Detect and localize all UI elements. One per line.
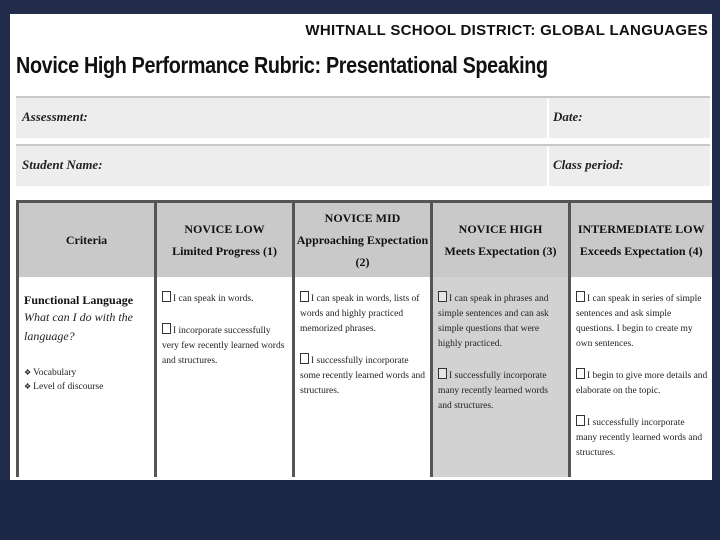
novice-mid-cell [294,277,432,477]
header-intermediate-low: INTERMEDIATE LOW Exceeds Expectation (4) [570,202,712,278]
header-novice-mid: NOVICE MID Approaching Expectation (2) [294,202,432,278]
checkbox[interactable] [300,353,309,364]
checkbox[interactable] [576,415,585,426]
criteria-question: What can I do with the language? [24,310,133,343]
slide-frame-left [0,0,10,480]
checkbox[interactable] [438,368,447,379]
diamond-bullet-icon: ❖ [24,382,32,391]
checkbox[interactable] [576,368,585,379]
checkbox[interactable] [162,291,171,302]
descriptor-text: I can speak in words. [173,294,254,304]
student-name-label: Student Name: [22,157,103,172]
descriptor-text: I incorporate successfully very few recently learned words and structures. [162,326,285,366]
header-novice-high: NOVICE HIGH Meets Expectation (3) [432,202,570,278]
descriptor-text: I begin to give more details and elaborate on the topic. [576,371,708,396]
header-criteria: Criteria [18,202,156,278]
rubric-table [16,200,712,477]
descriptor-text: I can speak in series of simple sentences and ask simple questions. I begin to create my own sentences. [576,294,702,349]
slide-frame-right [712,0,720,480]
checkbox[interactable] [300,291,309,302]
assessment-row [16,96,710,139]
student-row [16,144,710,187]
list-item: ❖ Level of discourse [24,382,104,392]
rubric-document [10,14,712,480]
district-heading: WHITNALL SCHOOL DISTRICT: GLOBAL LANGUAGES [305,22,708,39]
slide-frame-top [0,0,720,14]
novice-high-cell [432,277,570,477]
row-divider [547,98,549,138]
criteria-title: Functional Language [24,293,134,307]
intermediate-low-cell [570,277,712,477]
checkbox[interactable] [576,291,585,302]
novice-low-cell [156,277,294,477]
header-row [18,202,712,278]
assessment-label: Assessment: [22,109,88,124]
document-title: Novice High Performance Rubric: Presentational Speaking [16,52,548,78]
checkbox[interactable] [438,291,447,302]
descriptor-text: I successfully incorporate some recently learned words and structures. [300,356,426,396]
checkbox[interactable] [162,323,171,334]
criteria-cell [18,277,156,477]
date-label: Date: [553,109,583,124]
row-divider [547,146,549,186]
descriptor-text: I successfully incorporate many recently learned words and structures. [576,418,703,458]
descriptor-text: I successfully incorporate many recently learned words and structures. [438,371,548,411]
descriptor-text: I can speak in words, lists of words and highly practiced memorized phrases. [300,294,420,334]
slide-frame-bottom [0,480,720,540]
class-period-label: Class period: [553,157,624,172]
table-row [18,277,712,477]
header-novice-low: NOVICE LOW Limited Progress (1) [156,202,294,278]
criteria-points [24,366,150,394]
descriptor-text: I can speak in phrases and simple sentences and can ask simple questions that were highly practiced. [438,294,549,349]
diamond-bullet-icon: ❖ [24,368,32,377]
list-item: ❖ Vocabulary [24,368,77,378]
